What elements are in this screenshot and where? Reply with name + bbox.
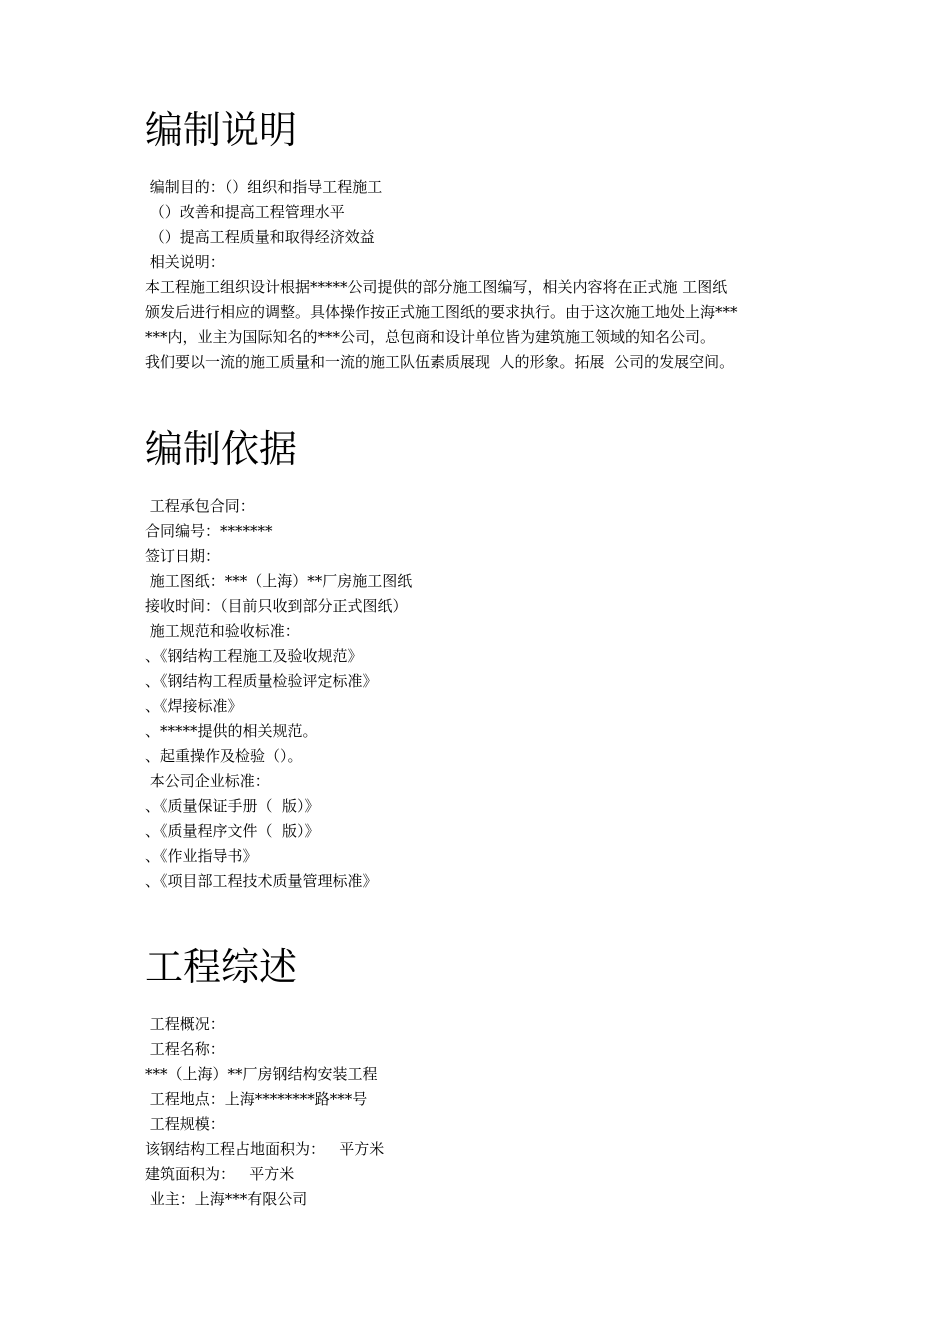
body-line: 工程承包合同： [145, 497, 255, 515]
section-heading: 工程综述 [145, 945, 298, 989]
section-body [145, 494, 825, 894]
body-line: 、《质量程序文件（ 版）》 [145, 822, 320, 840]
body-line: 建筑面积为： 平方米 [145, 1165, 295, 1183]
body-line: （）提高工程质量和取得经济效益 [145, 228, 375, 246]
body-line: 、《钢结构工程质量检验评定标准》 [145, 672, 378, 690]
body-line: 、《作业指导书》 [145, 847, 258, 865]
body-line: 、《项目部工程技术质量管理标准》 [145, 872, 378, 890]
body-line: ***（上海）**厂房钢结构安装工程 [145, 1065, 378, 1083]
body-line: 工程规模： [145, 1115, 225, 1133]
body-line: 、《焊接标准》 [145, 697, 243, 715]
body-line: 施工规范和验收标准： [145, 622, 300, 640]
body-line: 工程名称： [145, 1040, 225, 1058]
body-line: 签订日期： [145, 547, 221, 565]
section-body [145, 175, 825, 375]
body-line: 、*****提供的相关规范。 [145, 722, 318, 740]
body-line: 该钢结构工程占地面积为： 平方米 [145, 1140, 385, 1158]
body-line: （）改善和提高工程管理水平 [145, 203, 345, 221]
section-compilation-basis [145, 427, 825, 894]
body-line: 、《钢结构工程施工及验收规范》 [145, 647, 363, 665]
body-line: 本工程施工组织设计根据*****公司提供的部分施工图编写，相关内容将在正式施 工图纸 [145, 278, 728, 296]
section-body [145, 1012, 825, 1212]
body-line: 、起重操作及检验（）。 [145, 747, 303, 765]
body-line: 我们要以一流的施工质量和一流的施工队伍素质展现 人的形象。拓展 公司的发展空间。 [145, 353, 735, 371]
body-line: 施工图纸：***（上海）**厂房施工图纸 [145, 572, 413, 590]
body-line: 合同编号：******* [145, 522, 273, 540]
section-project-overview [145, 945, 825, 1212]
body-line: 本公司企业标准： [145, 772, 270, 790]
section-compilation-notes [145, 108, 825, 375]
section-heading: 编制依据 [145, 427, 298, 471]
body-line: 、《质量保证手册（ 版）》 [145, 797, 320, 815]
body-line: ***内，业主为国际知名的***公司，总包商和设计单位皆为建筑施工领域的知名公司。 [145, 328, 716, 346]
body-line: 颁发后进行相应的调整。具体操作按正式施工图纸的要求执行。由于这次施工地处上海*** [145, 303, 738, 321]
body-line: 工程地点：上海********路***号 [145, 1090, 368, 1108]
section-heading: 编制说明 [145, 108, 298, 152]
body-line: 业主：上海***有限公司 [145, 1190, 308, 1208]
body-line: 相关说明： [145, 253, 225, 271]
body-line: 编制目的：（）组织和指导工程施工 [145, 178, 383, 196]
body-line: 接收时间：（目前只收到部分正式图纸） [145, 597, 408, 615]
body-line: 工程概况： [145, 1015, 225, 1033]
